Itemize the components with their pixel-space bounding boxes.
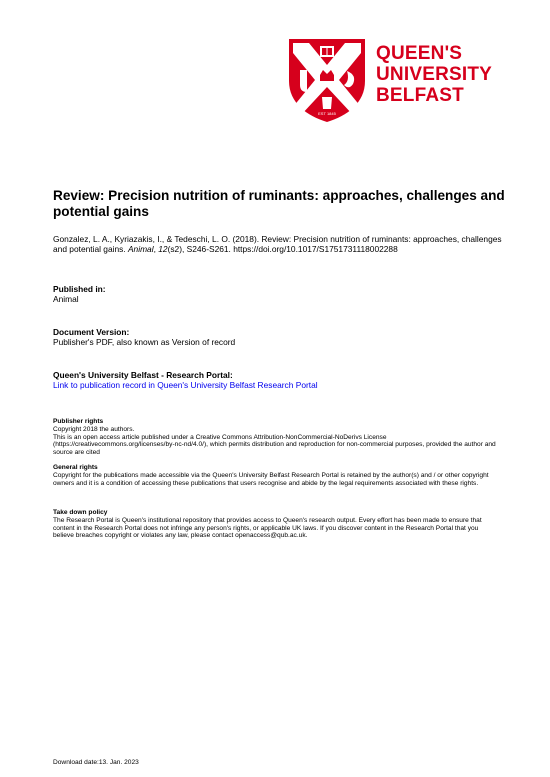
take-down-text: The Research Portal is Queen's institutional repository that provides access to Queen's research output. Every effort has been made to ensure that content in the Research Portal does not infringe any person's rights, or applicable UK laws. If you discover content in the Research Portal that you believe breaches copyright or violates any law, please contact openaccess@qub.ac.uk. [53, 516, 482, 540]
take-down-section [53, 509, 499, 540]
general-rights-section [53, 464, 499, 487]
general-rights-text: Copyright for the publications made accessible via the Queen's University Belfast Research Portal is retained by the author(s) and / or other copyright owners and it is a condition of accessing these publications that users recognise and abide by the legal requirements associated with these rights. [53, 471, 489, 487]
wordmark-line-2: UNIVERSITY [376, 64, 493, 85]
general-rights-label: General rights [53, 464, 98, 471]
research-portal-section [53, 370, 513, 390]
wordmark-line-3: BELFAST [376, 85, 464, 106]
download-date: Download date:13. Jan. 2023 [53, 759, 139, 766]
published-in-value: Animal [53, 294, 79, 304]
published-in-label: Published in: [53, 284, 106, 294]
university-crest-icon [287, 37, 367, 123]
publication-record-link[interactable]: Link to publication record in Queen's University Belfast Research Portal [53, 380, 318, 390]
document-version-value: Publisher's PDF, also known as Version of record [53, 337, 236, 347]
citation-separator: , [153, 244, 159, 255]
publisher-rights-section [53, 418, 499, 457]
document-title: Review: Precision nutrition of ruminants: approaches, challenges and potential gains [53, 188, 505, 219]
take-down-label: Take down policy [53, 509, 108, 516]
citation-authors-title: Gonzalez, L. A., Kyriazakis, I., & Tedeschi, L. O. (2018). Review: Precision nutrition of ruminants: approaches, challenges and potential gains. [53, 234, 502, 255]
citation-pages-doi: (s2), S246-S261. https://doi.org/10.1017/S1751731118002288 [167, 244, 398, 255]
publisher-rights-copyright: Copyright 2018 the authors. [53, 425, 135, 433]
crest-established-text: EST 1845 [318, 111, 336, 116]
university-wordmark [376, 43, 492, 106]
published-in-section [53, 284, 513, 304]
citation-volume: 12 [158, 244, 168, 255]
document-version-label: Document Version: [53, 327, 130, 337]
citation-journal: Animal [127, 244, 154, 255]
wordmark-line-1: QUEEN'S [376, 43, 463, 64]
university-logo [287, 37, 492, 123]
citation [53, 234, 513, 255]
document-version-section [53, 327, 513, 347]
research-portal-label: Queen's University Belfast - Research Portal: [53, 370, 233, 380]
publisher-rights-license: This is an open access article published under a Creative Commons Attribution-NonCommercial-NoDerivs License (https://creativecommons.org/licenses/by-nc-nd/4.0/), which permits distribution and reproduction for non-commercial purposes, provided the author and source are cited [53, 433, 496, 457]
publisher-rights-label: Publisher rights [53, 418, 104, 425]
